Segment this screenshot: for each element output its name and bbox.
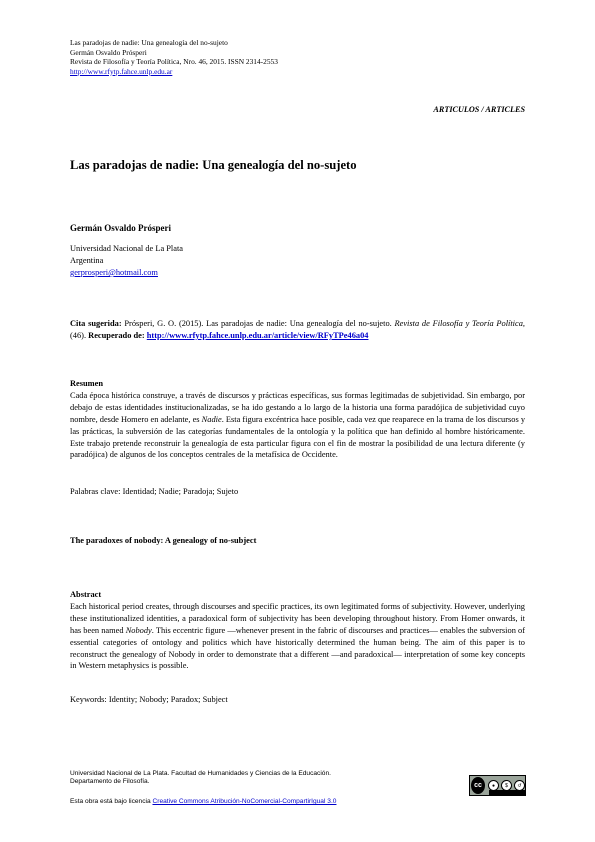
affiliation-university: Universidad Nacional de La Plata: [70, 244, 184, 253]
author-affiliation: [70, 243, 183, 279]
sharealike-icon: ↺: [514, 780, 525, 791]
palabras-clave-text: Identidad; Nadie; Paradoja; Sujeto: [120, 487, 239, 496]
noncommercial-icon: $: [501, 780, 512, 791]
resumen-text-part: Cada época histórica construye, a través de discursos y prácticas específicas, sus formas legitimadas de subjetividad. Sin embargo, por debajo de estas identidades institucionalizadas, se ha ido gestando a lo largo de la historia una forma paradójica de subjetividad cuyo nombre, desde Homero en adelante, es: [70, 390, 525, 424]
affiliation-country: Argentina: [70, 256, 104, 265]
resumen-heading: Resumen: [70, 379, 104, 388]
abstract-section: [70, 589, 525, 672]
abstract-emph: Nobody: [125, 625, 152, 635]
resumen-section: [70, 378, 525, 461]
resumen-text-part: . Esta figura excéntrica hace posible, cada vez que reaparece en la trama de los discursos y las prácticas, la subversión de las categorías fundamentales de la ontología y la política que han definido al hombre históricamente. Este trabajo pretende reconstruir la genealogía de esta particular figura con el fin de mostrar la posibilidad de una lectura diferente (y paradójica) de algunos de los conceptos centrales de la metafísica de Occidente.: [70, 414, 526, 460]
resumen-text: [70, 390, 525, 461]
abstract-text-part: . This eccentric figure —whenever present in the fabric of discourses and practices— enables the subversion of essential categories of ontology and politics which have historically determined the human being. The aim of this paper is to reconstruct the genealogy of Nobody in order to demonstrate that a different —and paradoxical— interpretation of some key concepts in Western metaphysics is possible.: [70, 625, 525, 671]
keywords-label: Keywords:: [70, 695, 107, 704]
citation-retrieved-label: Recuperado de:: [88, 331, 145, 340]
author-name: Germán Osvaldo Prósperi: [70, 223, 171, 233]
header-journal: Revista de Filosofía y Teoría Política, Nro. 46, 2015. ISSN 2314-2553: [70, 57, 278, 67]
palabras-clave-label: Palabras clave:: [70, 487, 121, 496]
article-title: Las paradojas de nadie: Una genealogía del no-sujeto: [70, 158, 357, 172]
cc-logo-icon: cc: [471, 777, 485, 794]
running-header: [70, 38, 278, 76]
english-title: The paradoxes of nobody: A genealogy of no-subject: [70, 536, 257, 545]
by-attribution-icon: ●: [488, 780, 499, 791]
palabras-clave: [70, 487, 238, 496]
cc-badge-bar: [489, 790, 525, 795]
citation-label: Cita sugerida:: [70, 319, 122, 328]
abstract-text: [70, 601, 525, 672]
citation-text: Prósperi, G. O. (2015). Las paradojas de nadie: Una genealogía del no-sujeto.: [121, 319, 395, 328]
citation-journal: Revista de Filosofía y Teoría Política: [394, 319, 523, 328]
citation-url-link[interactable]: http://www.rfytp.fahce.unlp.edu.ar/article/view/RFyTPe46a04: [146, 331, 369, 340]
citation-issue: , (46).: [70, 319, 525, 340]
keywords-text: Identity; Nobody; Paradox; Subject: [106, 695, 228, 704]
footer-line-1: Universidad Nacional de La Plata. Facultad de Humanidades y Ciencias de la Educación.: [70, 770, 331, 777]
header-journal-link[interactable]: http://www.rfytp.fahce.unlp.edu.ar: [70, 66, 173, 76]
footer-license: [70, 798, 336, 805]
section-tag: ARTICULOS / ARTICLES: [433, 105, 525, 114]
footer-institution: [70, 770, 331, 787]
creative-commons-badge[interactable]: [469, 775, 526, 796]
abstract-text-part: Each historical period creates, through discourses and specific practices, its own legitimated forms of subjectivity. However, underlying these institutionalized identities, a paradoxical form of subjectivity has been developing throughout history. From Homer onwards, it has been named: [70, 601, 525, 635]
license-prefix: Esta obra está bajo licencia: [70, 798, 153, 805]
suggested-citation: [70, 318, 525, 342]
author-email-link[interactable]: gerprosperi@hotmail.com: [70, 268, 158, 277]
footer-line-2: Departamento de Filosofía.: [70, 778, 150, 786]
keywords: [70, 695, 228, 704]
license-link[interactable]: Creative Commons Atribución-NoComercial-CompartirIgual 3.0: [152, 798, 337, 805]
header-author: Germán Osvaldo Prósperi: [70, 47, 147, 57]
resumen-emph: Nadie: [201, 414, 222, 424]
header-article-title: Las paradojas de nadie: Una genealogía del no-sujeto: [70, 38, 228, 47]
abstract-heading: Abstract: [70, 590, 102, 599]
